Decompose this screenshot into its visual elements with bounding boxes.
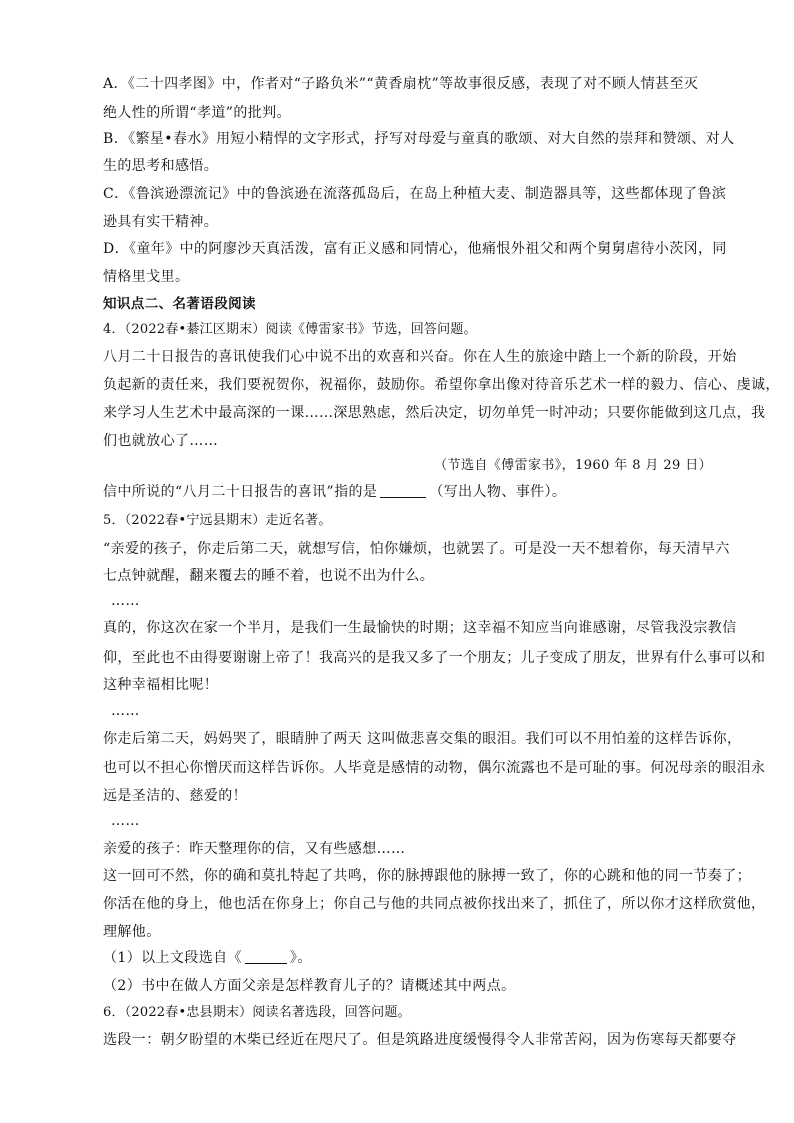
q4-question-prefix: 信中所说的“八月二十日报告的喜讯”指的是 — [103, 484, 378, 500]
q5-passage-line-9: 亲爱的孩子：昨天整理你的信，又有些感想…… — [103, 841, 406, 857]
q5-ellipsis-1: …… — [111, 593, 140, 609]
option-d-line-2: 情格里戈里。 — [103, 269, 190, 285]
q4-passage-line-1: 八月二十日报告的喜讯使我们心中说不出的欢喜和兴奋。你在人生的旅途中踏上一个新的阶段，开始 — [103, 349, 737, 365]
q5-sub-question-2: （2）书中在做人方面父亲是怎样教育儿子的？请概述其中两点。 — [103, 978, 516, 994]
option-b-line-2: 生的思考和感悟。 — [103, 158, 219, 174]
q5-passage-line-4: 仰，至此也不由得要谢谢上帝了！我高兴的是我又多了一个朋友；儿子变成了朋友，世界有什么事可以和 — [103, 650, 766, 666]
q5-passage-line-11: 你活在他的身上，他也活在你身上；你自己与他的共同点被你找出来了，抓住了，所以你才这样欣赏他， — [103, 896, 766, 912]
section-heading: 知识点二、名著语段阅读 — [103, 296, 256, 312]
q4-question-suffix: （写出人物、事件）。 — [429, 484, 567, 500]
q5-ellipsis-2: …… — [111, 703, 140, 719]
q5-sub-question-1-prefix: （1）以上文段选自《 — [103, 950, 242, 966]
q5-passage-line-10: 这一回可不然，你的确和莫扎特起了共鸣，你的脉搏跟他的脉搏一致了，你的心跳和他的同一节奏了； — [103, 868, 751, 884]
q5-ellipsis-3: …… — [111, 813, 140, 829]
q4-question — [103, 482, 566, 502]
option-b-line-1: B．《繁星•春水》用短小精悍的文字形式，抒写对母爱与童真的歌颂、对大自然的崇拜和赞颂、对人 — [103, 131, 735, 147]
q5-passage-line-12: 理解他。 — [103, 924, 161, 940]
q5-sub-question-1 — [103, 948, 312, 968]
q5-passage-line-5: 这种幸福相比呢！ — [103, 677, 219, 693]
q5-sub-question-1-suffix: 》。 — [289, 950, 312, 966]
q4-passage-line-2: 负起新的责任来，我们要祝贺你，祝福你，鼓励你。希望你拿出像对待音乐艺术一样的毅力、信心、虔诚， — [103, 377, 780, 393]
q5-passage-line-1: “亲爱的孩子，你走后第二天，就想写信，怕你嫌烦，也就罢了。可是没一天不想着你，每天清早六 — [103, 541, 730, 557]
q5-passage-line-7: 也可以不担心你憎厌而这样告诉你。人毕竟是感情的动物，偶尔流露也不是可耻的事。何况母亲的眼泪永 — [103, 760, 766, 776]
question-6-header: 6．（2022春•忠县期末）阅读名著选段，回答问题。 — [103, 1005, 411, 1020]
q4-source: （节选自《傅雷家书》，1960 年 8 月 29 日） — [434, 458, 712, 473]
q4-answer-blank[interactable] — [380, 483, 426, 498]
question-4-header: 4．（2022春•綦江区期末）阅读《傅雷家书》节选，回答问题。 — [103, 322, 477, 337]
option-c-line-1: C．《鲁滨逊漂流记》中的鲁滨逊在流落孤岛后，在岛上种植大麦、制造器具等，这些都体现了鲁滨 — [103, 186, 727, 202]
q4-passage-line-3: 来学习人生艺术中最高深的一课……深思熟虑，然后决定，切勿单凭一时冲动；只要你能做到这几点，我 — [103, 405, 766, 421]
q5-sub-question-1-blank[interactable] — [245, 949, 287, 964]
q5-passage-line-6: 你走后第二天，妈妈哭了，眼睛肿了两天 这叫做悲喜交集的眼泪。我们可以不用怕羞的这样告诉你， — [103, 731, 742, 747]
q4-passage-line-4: 们也就放心了…… — [103, 433, 219, 449]
q6-passage-line-1: 选段一：朝夕盼望的木柴已经近在咫尺了。但是筑路进度缓慢得令人非常苦闷，因为伤寒每天都要夺 — [103, 1032, 737, 1048]
q5-passage-line-2: 七点钟就醒，翻来覆去的睡不着，也说不出为什么。 — [103, 568, 435, 584]
question-5-header: 5．（2022春•宁远县期末）走近名著。 — [103, 513, 332, 528]
option-c-line-2: 逊具有实干精神。 — [103, 214, 219, 230]
option-a-line-2: 绝人性的所谓“孝道”的批判。 — [103, 105, 291, 121]
q5-passage-line-3: 真的，你这次在家一个半月，是我们一生最愉快的时期；这幸福不知应当向谁感谢，尽管我没宗教信 — [103, 620, 737, 636]
option-a-line-1: A．《二十四孝图》中，作者对“子路负米”“黄香扇枕”等故事很反感，表现了对不顾人情甚至灭 — [103, 76, 699, 92]
option-d-line-1: D．《童年》中的阿廖沙天真活泼，富有正义感和同情心，他痛恨外祖父和两个舅舅虐待小茨冈，同 — [103, 241, 727, 257]
q5-passage-line-8: 远是圣洁的、慈爱的！ — [103, 788, 247, 804]
